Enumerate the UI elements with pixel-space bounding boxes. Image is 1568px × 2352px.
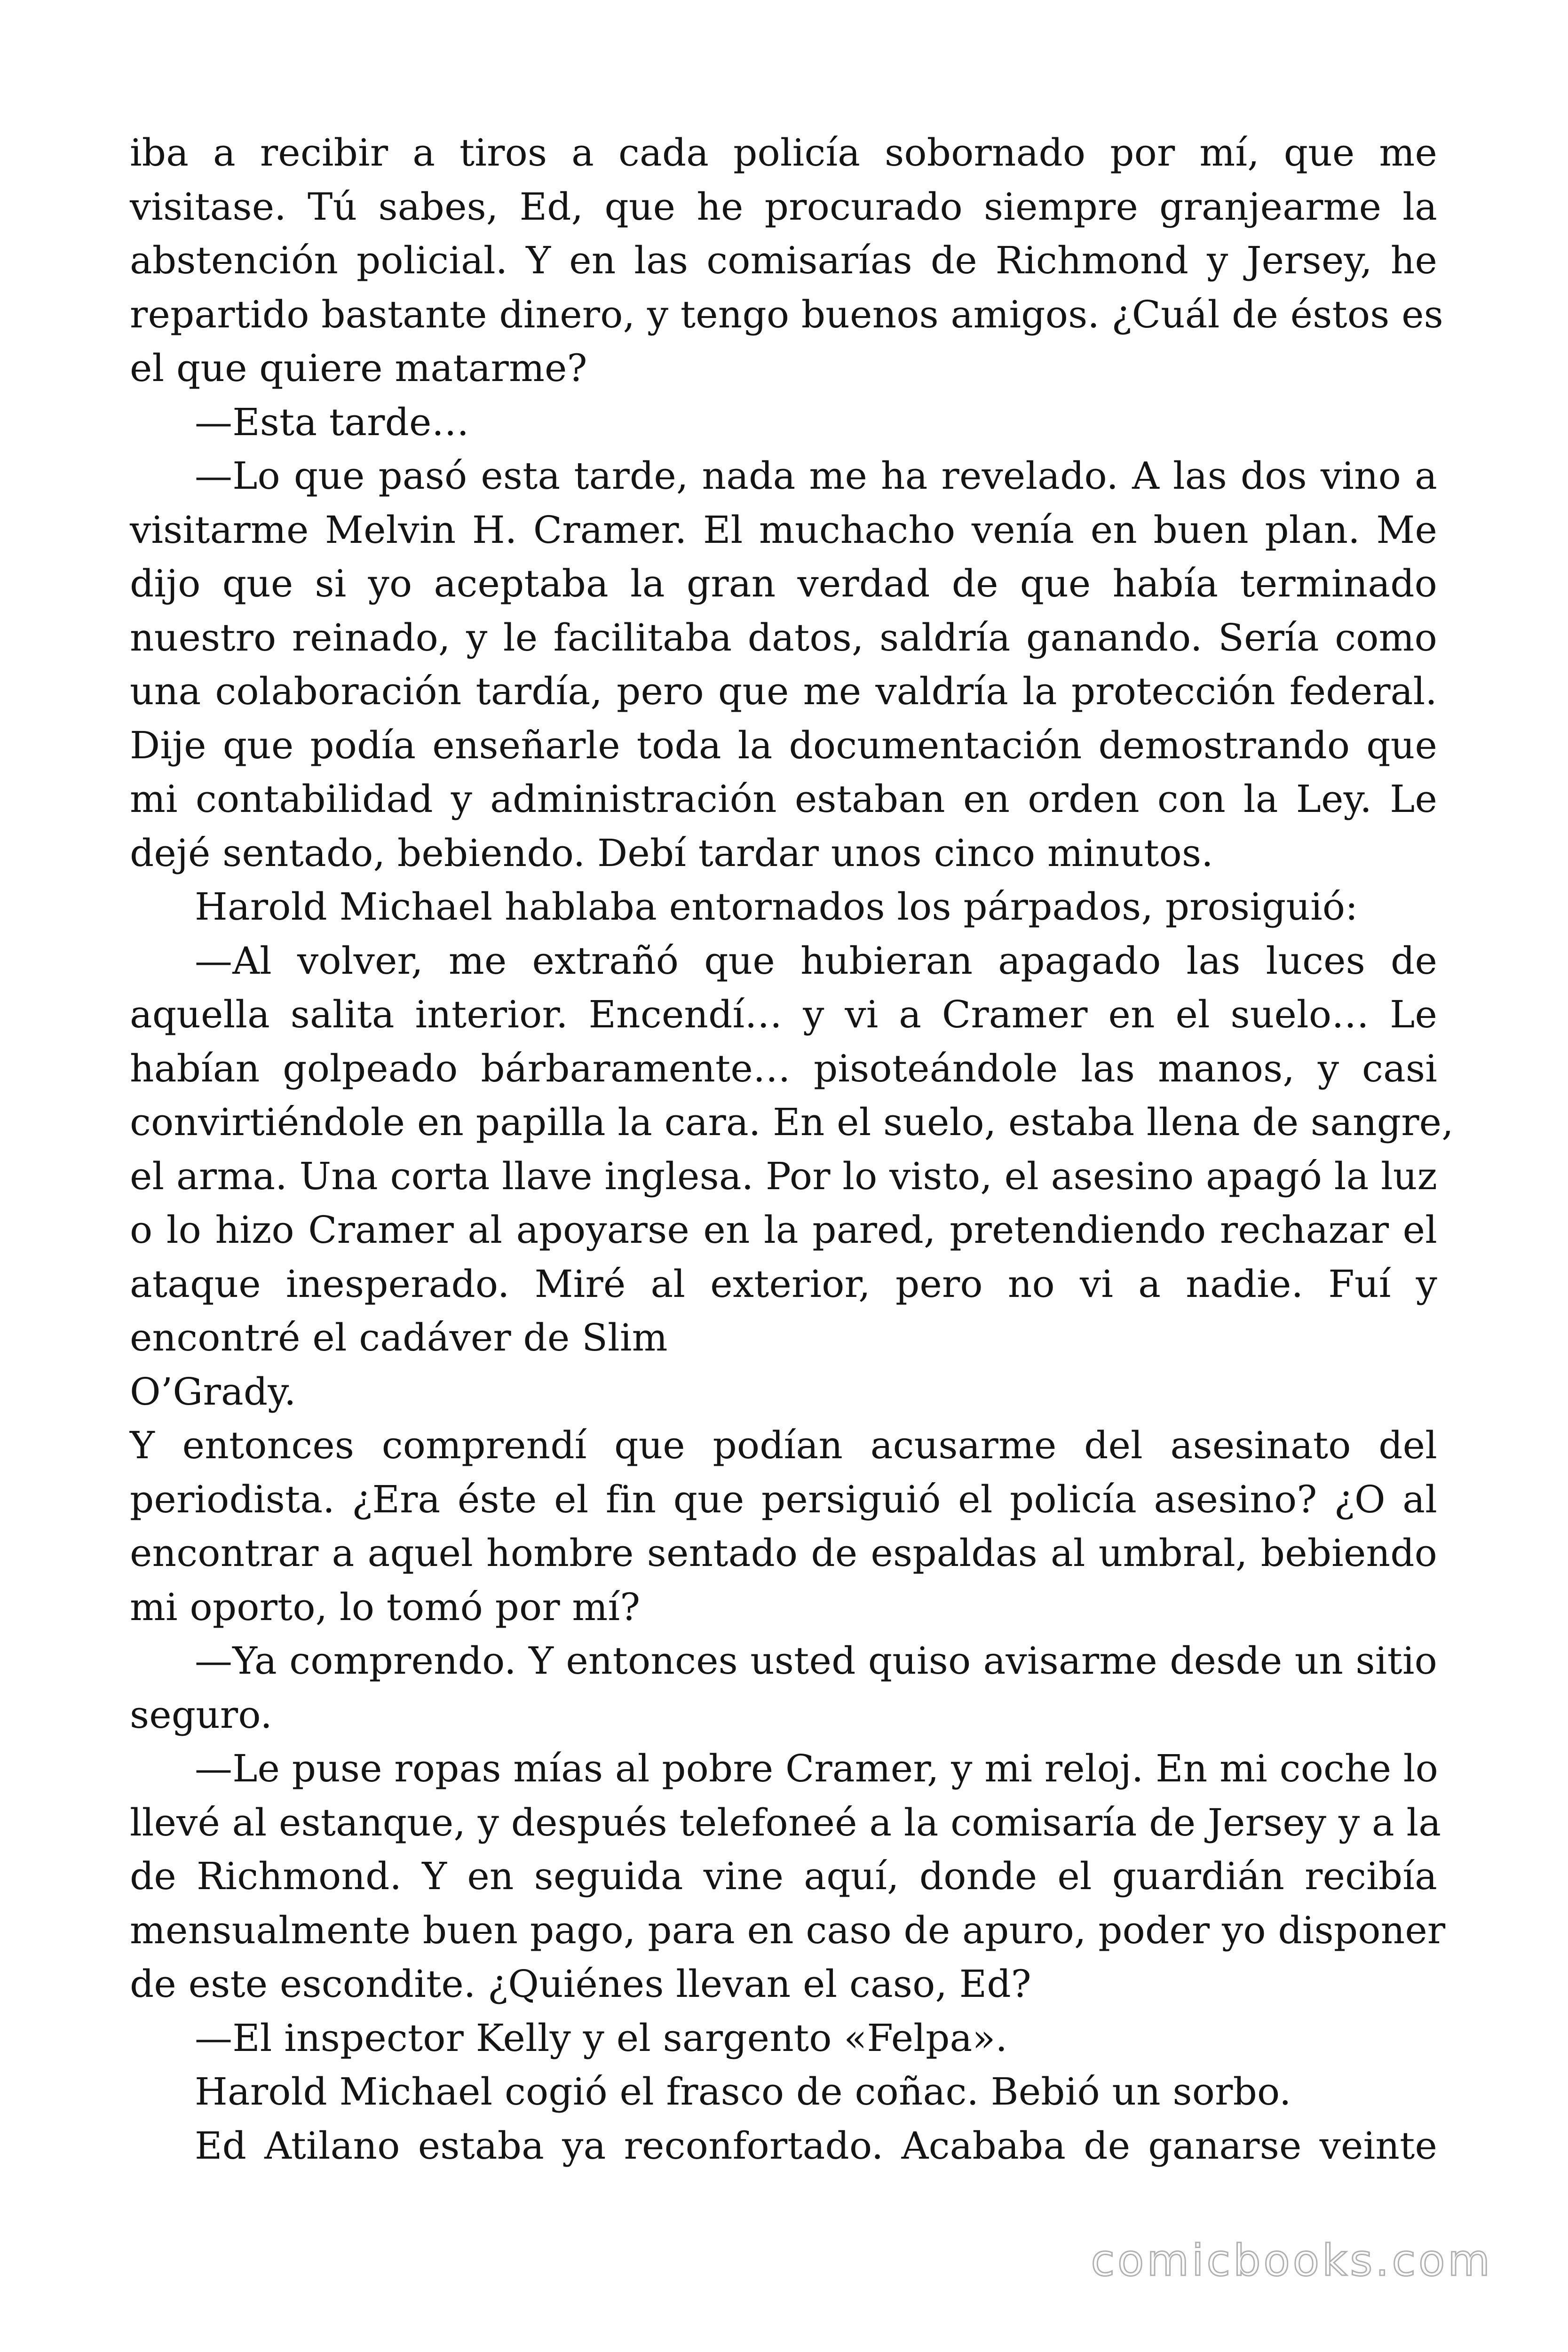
text-line: encontré el cadáver de Slim [130,1316,668,1359]
text-line: O’Grady. [130,1369,296,1414]
text-line: de este escondite. ¿Quiénes llevan el caso, Ed? [130,1962,1031,2006]
text-line: ataque inesperado. Miré al exterior, pero no vi a nadie. Fuí y [130,1262,1437,1306]
text-line: o lo hizo Cramer al apoyarse en la pared, pretendiendo rechazar el [130,1208,1437,1252]
text-line: periodista. ¿Era éste el fin que persiguió el policía asesino? ¿O al [130,1477,1437,1521]
text-line: iba a recibir a tiros a cada policía sobornado por mí, que me [130,131,1437,175]
text-line: llevé al estanque, y después telefoneé a la comisaría de Jersey y a la [130,1800,1441,1844]
text-line: visitase. Tú sabes, Ed, que he procurado siempre granjearme la [130,184,1437,229]
text-line: dejé sentado, bebiendo. Debí tardar unos cinco minutos. [130,831,1213,875]
text-line: —Esta tarde… [195,400,469,444]
text-line: Y entonces comprendí que podían acusarme del asesinato del [130,1423,1437,1467]
watermark: comicbooks.com [1091,2235,1493,2286]
text-line: —Al volver, me extrañó que hubieran apagado las luces de [195,938,1437,983]
text-line: —Ya comprendo. Y entonces usted quiso avisarme desde un sitio [195,1639,1437,1683]
text-line: aquella salita interior. Encendí… y vi a Cramer en el suelo… Le [130,993,1437,1036]
text-line: de Richmond. Y en seguida vine aquí, donde el guardián recibía [130,1854,1437,1898]
text-line: Ed Atilano estaba ya reconfortado. Acababa de ganarse veinte [195,2123,1437,2168]
text-line: mi oporto, lo tomó por mí? [130,1585,641,1629]
text-line: seguro. [130,1692,272,1737]
text-line: mi contabilidad y administración estaban en orden con la Ley. Le [130,777,1437,821]
text-line: encontrar a aquel hombre sentado de espaldas al umbral, bebiendo [130,1531,1437,1575]
text-line: habían golpeado bárbaramente… pisoteándole las manos, y casi [130,1046,1437,1090]
text-line: mensualmente buen pago, para en caso de apuro, poder yo disponer [130,1908,1446,1952]
text-line: Dije que podía enseñarle toda la documentación demostrando que [130,723,1437,767]
text-line: Harold Michael hablaba entornados los párpados, prosiguió: [195,885,1358,929]
text-line: convirtiéndole en papilla la cara. En el suelo, estaba llena de sangre, [130,1100,1454,1144]
text-line: el arma. Una corta llave inglesa. Por lo visto, el asesino apagó la luz [130,1154,1437,1198]
text-line: Harold Michael cogió el frasco de coñac. Bebió un sorbo. [195,2070,1291,2114]
page-text [130,126,1454,2173]
text-line: dijo que si yo aceptaba la gran verdad de que había terminado [130,562,1437,605]
text-line: el que quiere matarme? [130,346,587,390]
text-line: una colaboración tardía, pero que me valdría la protección federal. [130,669,1437,713]
text-line: visitarme Melvin H. Cramer. El muchacho venía en buen plan. Me [130,508,1437,552]
text-line: —El inspector Kelly y el sargento «Felpa». [195,2016,1008,2060]
text-line: nuestro reinado, y le facilitaba datos, saldría ganando. Sería como [130,615,1437,660]
text-line: —Le puse ropas mías al pobre Cramer, y mi reloj. En mi coche lo [195,1747,1439,1790]
text-line: abstención policial. Y en las comisarías de Richmond y Jersey, he [130,238,1437,282]
text-line: repartido bastante dinero, y tengo buenos amigos. ¿Cuál de éstos es [130,292,1443,336]
text-line: —Lo que pasó esta tarde, nada me ha revelado. A las dos vino a [195,454,1437,498]
